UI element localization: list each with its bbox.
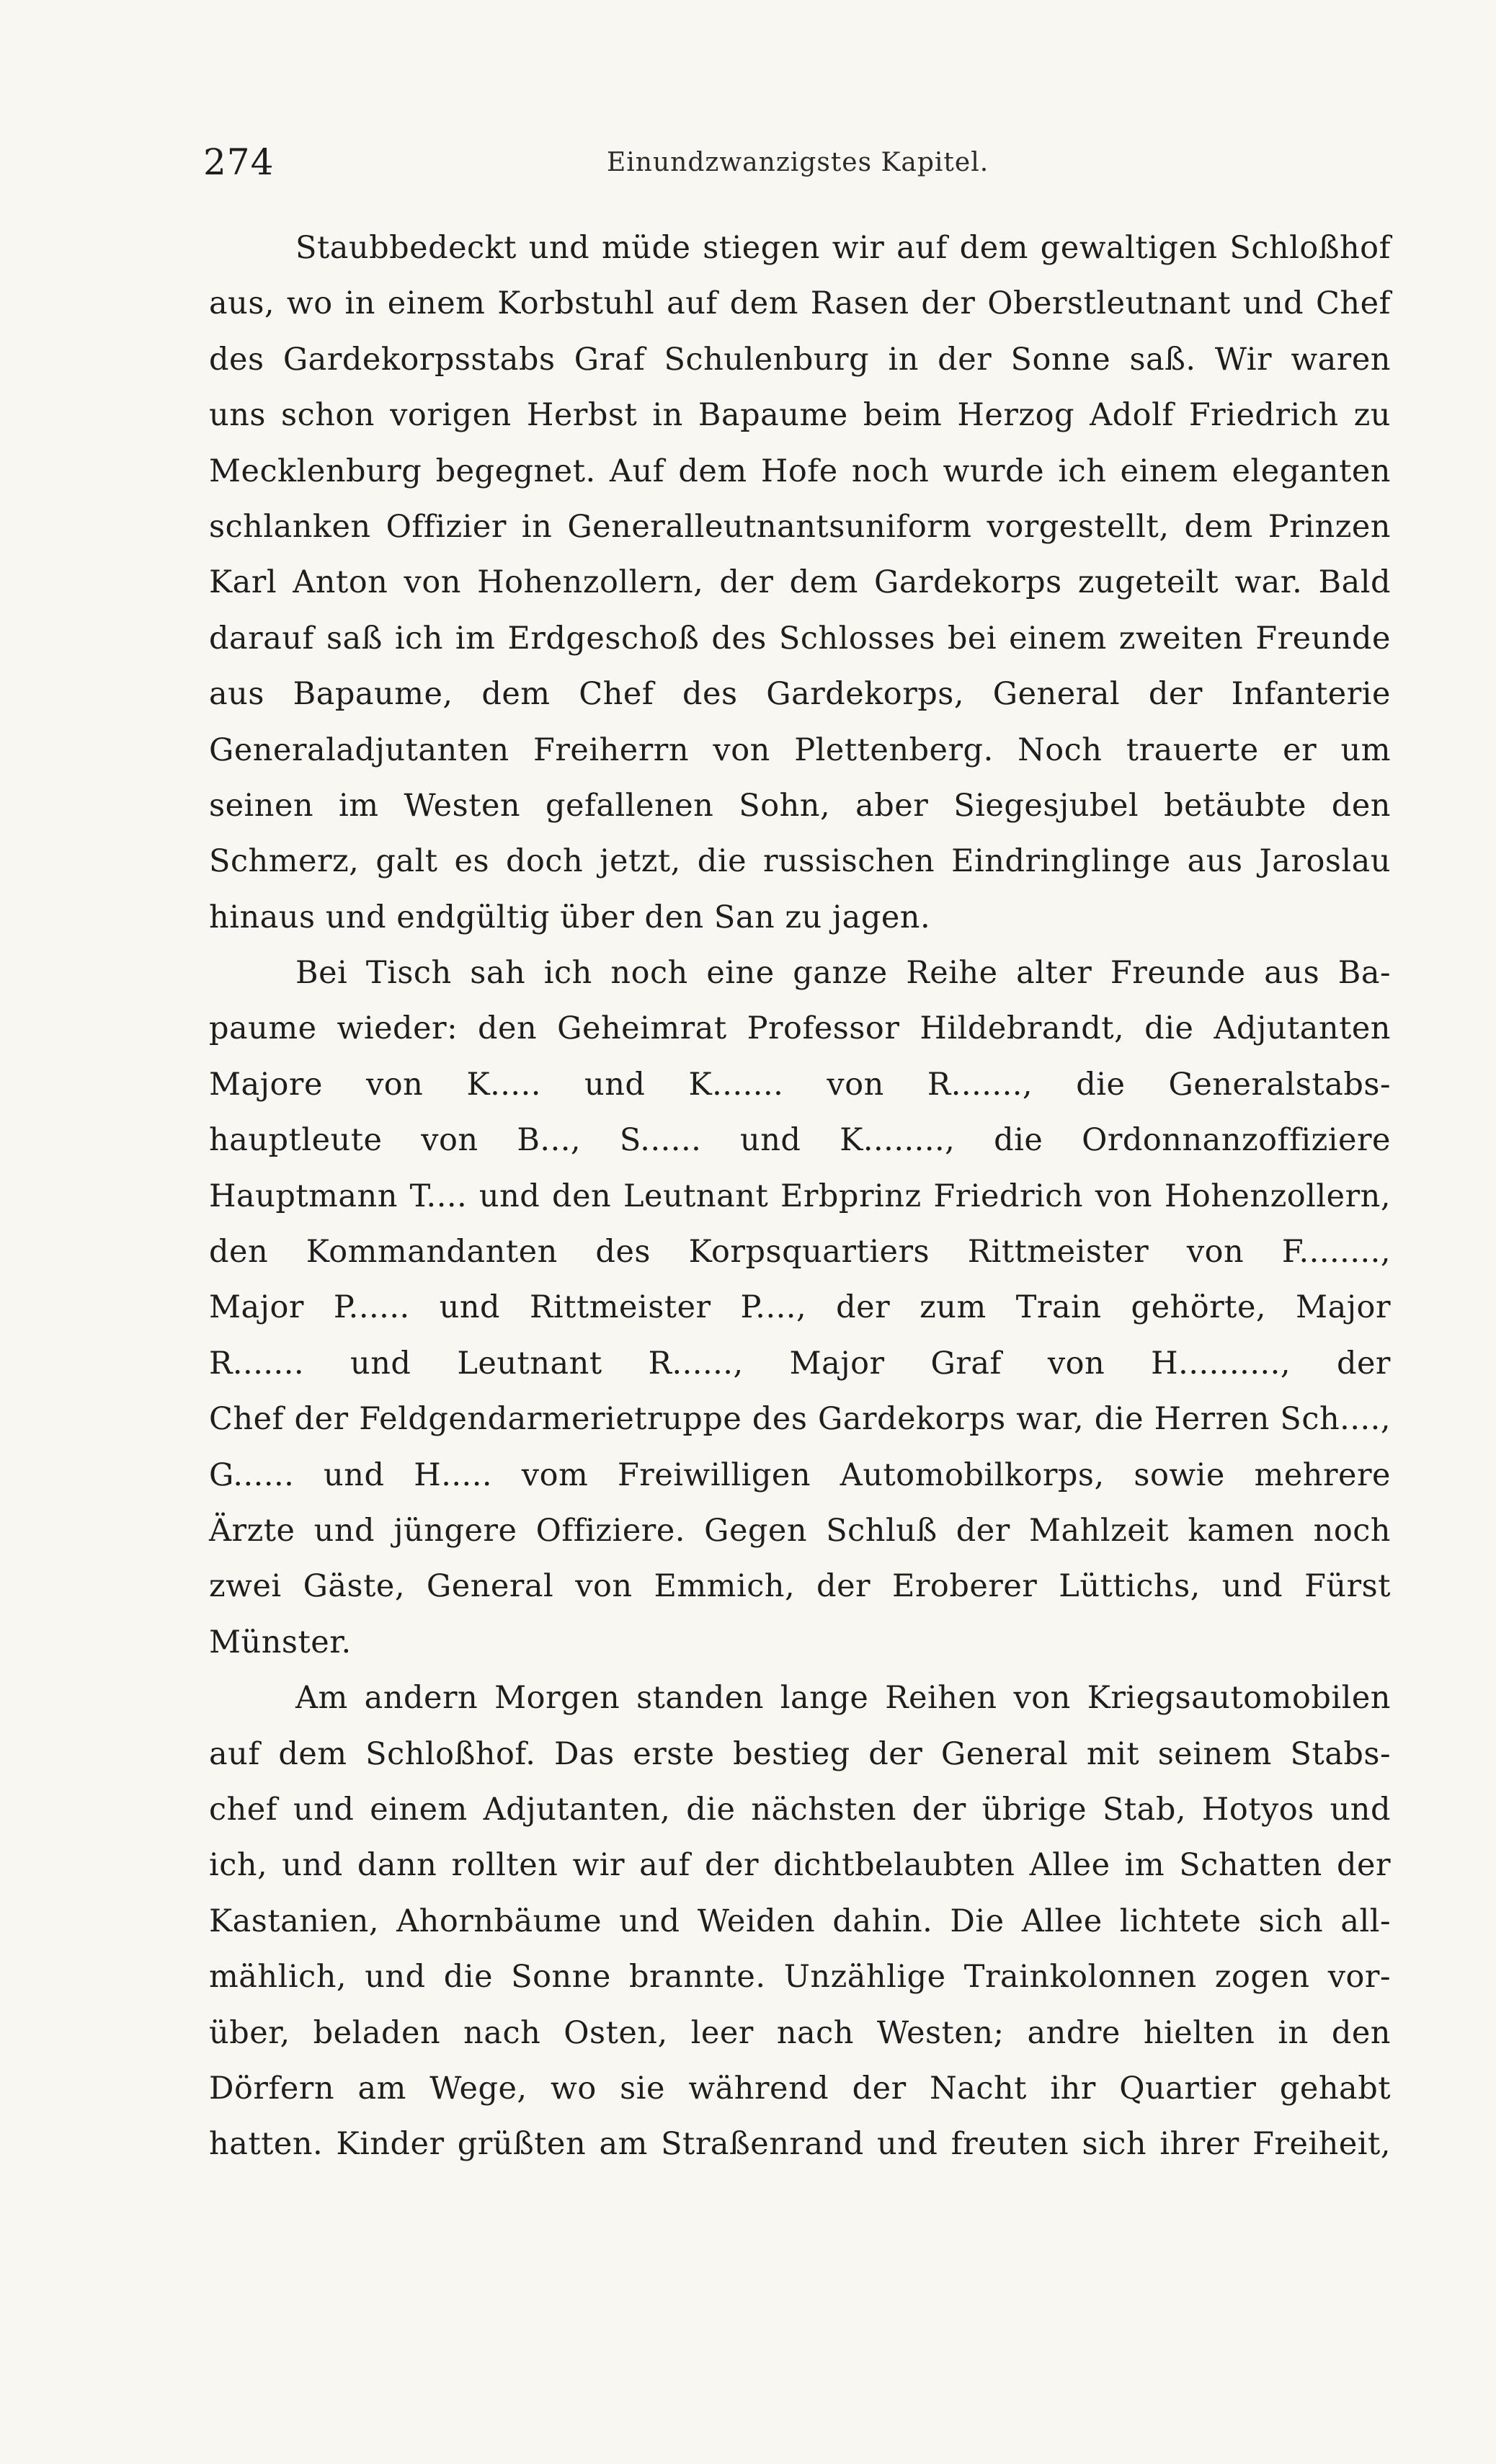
text-line: Am andern Morgen standen lange Reihen von Kriegsautomobilen xyxy=(295,1680,1391,1717)
text-line: aus, wo in einem Korbstuhl auf dem Rasen der Oberstleutnant und Chef xyxy=(209,285,1391,322)
text-line: Bei Tisch sah ich noch eine ganze Reihe alter Freunde aus Ba- xyxy=(295,955,1391,992)
text-line: seinen im Westen gefallenen Sohn, aber Siegesjubel betäubte den xyxy=(209,787,1391,824)
text-line: Generaladjutanten Freiherrn von Plettenberg. Noch trauerte er um xyxy=(209,731,1391,768)
text-line: mählich, und die Sonne brannte. Unzählige Trainkolonnen zogen vor- xyxy=(209,1959,1391,1996)
text-line: Hauptmann T.... und den Leutnant Erbprinz Friedrich von Hohenzollern, xyxy=(209,1178,1391,1214)
text-line: schlanken Offizier in Generalleutnantsuniform vorgestellt, dem Prinzen xyxy=(209,508,1391,545)
text-line: zwei Gäste, General von Emmich, der Eroberer Lüttichs, und Fürst xyxy=(209,1568,1391,1605)
text-line: über, beladen nach Osten, leer nach Westen; andre hielten in den xyxy=(209,2014,1391,2051)
text-line: hatten. Kinder grüßten am Straßenrand und freuten sich ihrer Freiheit, xyxy=(209,2126,1391,2163)
text-line: Ärzte und jüngere Offiziere. Gegen Schluß der Mahlzeit kamen noch xyxy=(209,1512,1391,1549)
text-line: hinaus und endgültig über den San zu jagen. xyxy=(209,899,931,935)
text-line: paume wieder: den Geheimrat Professor Hildebrandt, die Adjutanten xyxy=(209,1010,1391,1047)
text-line: aus Bapaume, dem Chef des Gardekorps, General der Infanterie xyxy=(209,676,1391,713)
body-text xyxy=(209,221,1391,2173)
text-line: Staubbedeckt und müde stiegen wir auf dem gewaltigen Schloßhof xyxy=(295,230,1391,266)
text-line: Dörfern am Wege, wo sie während der Nacht ihr Quartier gehabt xyxy=(209,2070,1391,2107)
text-line: G...... und H..... vom Freiwilligen Automobilkorps, sowie mehrere xyxy=(209,1456,1391,1493)
text-line: Mecklenburg begegnet. Auf dem Hofe noch wurde ich einem eleganten xyxy=(209,453,1391,489)
text-line: uns schon vorigen Herbst in Bapaume beim Herzog Adolf Friedrich zu xyxy=(209,397,1391,434)
text-line: des Gardekorpsstabs Graf Schulenburg in der Sonne saß. Wir waren xyxy=(209,341,1391,378)
text-line: ich, und dann rollten wir auf der dichtbelaubten Allee im Schatten der xyxy=(209,1847,1391,1884)
text-line: Major P...... und Rittmeister P...., der zum Train gehörte, Major xyxy=(209,1289,1391,1326)
running-head xyxy=(203,137,1399,187)
text-line: darauf saß ich im Erdgeschoß des Schlosses bei einem zweiten Freunde xyxy=(209,620,1391,657)
text-line: hauptleute von B..., S...... und K........, die Ordonnanzoffiziere xyxy=(209,1122,1391,1159)
text-line: den Kommandanten des Korpsquartiers Rittmeister von F........, xyxy=(209,1234,1391,1271)
text-line: auf dem Schloßhof. Das erste bestieg der General mit seinem Stabs- xyxy=(209,1735,1391,1772)
text-line: Karl Anton von Hohenzollern, der dem Gardekorps zugeteilt war. Bald xyxy=(209,564,1391,601)
text-line: Chef der Feldgendarmerietruppe des Gardekorps war, die Herren Sch...., xyxy=(209,1401,1391,1438)
text-line: chef und einem Adjutanten, die nächsten der übrige Stab, Hotyos und xyxy=(209,1791,1391,1828)
text-line: Schmerz, galt es doch jetzt, die russischen Eindringlinge aus Jaroslau xyxy=(209,843,1391,880)
text-line: Majore von K..... und K....... von R......., die Generalstabs- xyxy=(209,1066,1391,1103)
page-number: 274 xyxy=(203,141,275,183)
text-line: Kastanien, Ahornbäume und Weiden dahin. Die Allee lichtete sich all- xyxy=(209,1903,1391,1939)
text-line: Münster. xyxy=(209,1624,352,1660)
chapter-title: Einundzwanzigstes Kapitel. xyxy=(607,148,989,177)
text-line: R....... und Leutnant R......, Major Graf von H.........., der xyxy=(209,1345,1391,1382)
